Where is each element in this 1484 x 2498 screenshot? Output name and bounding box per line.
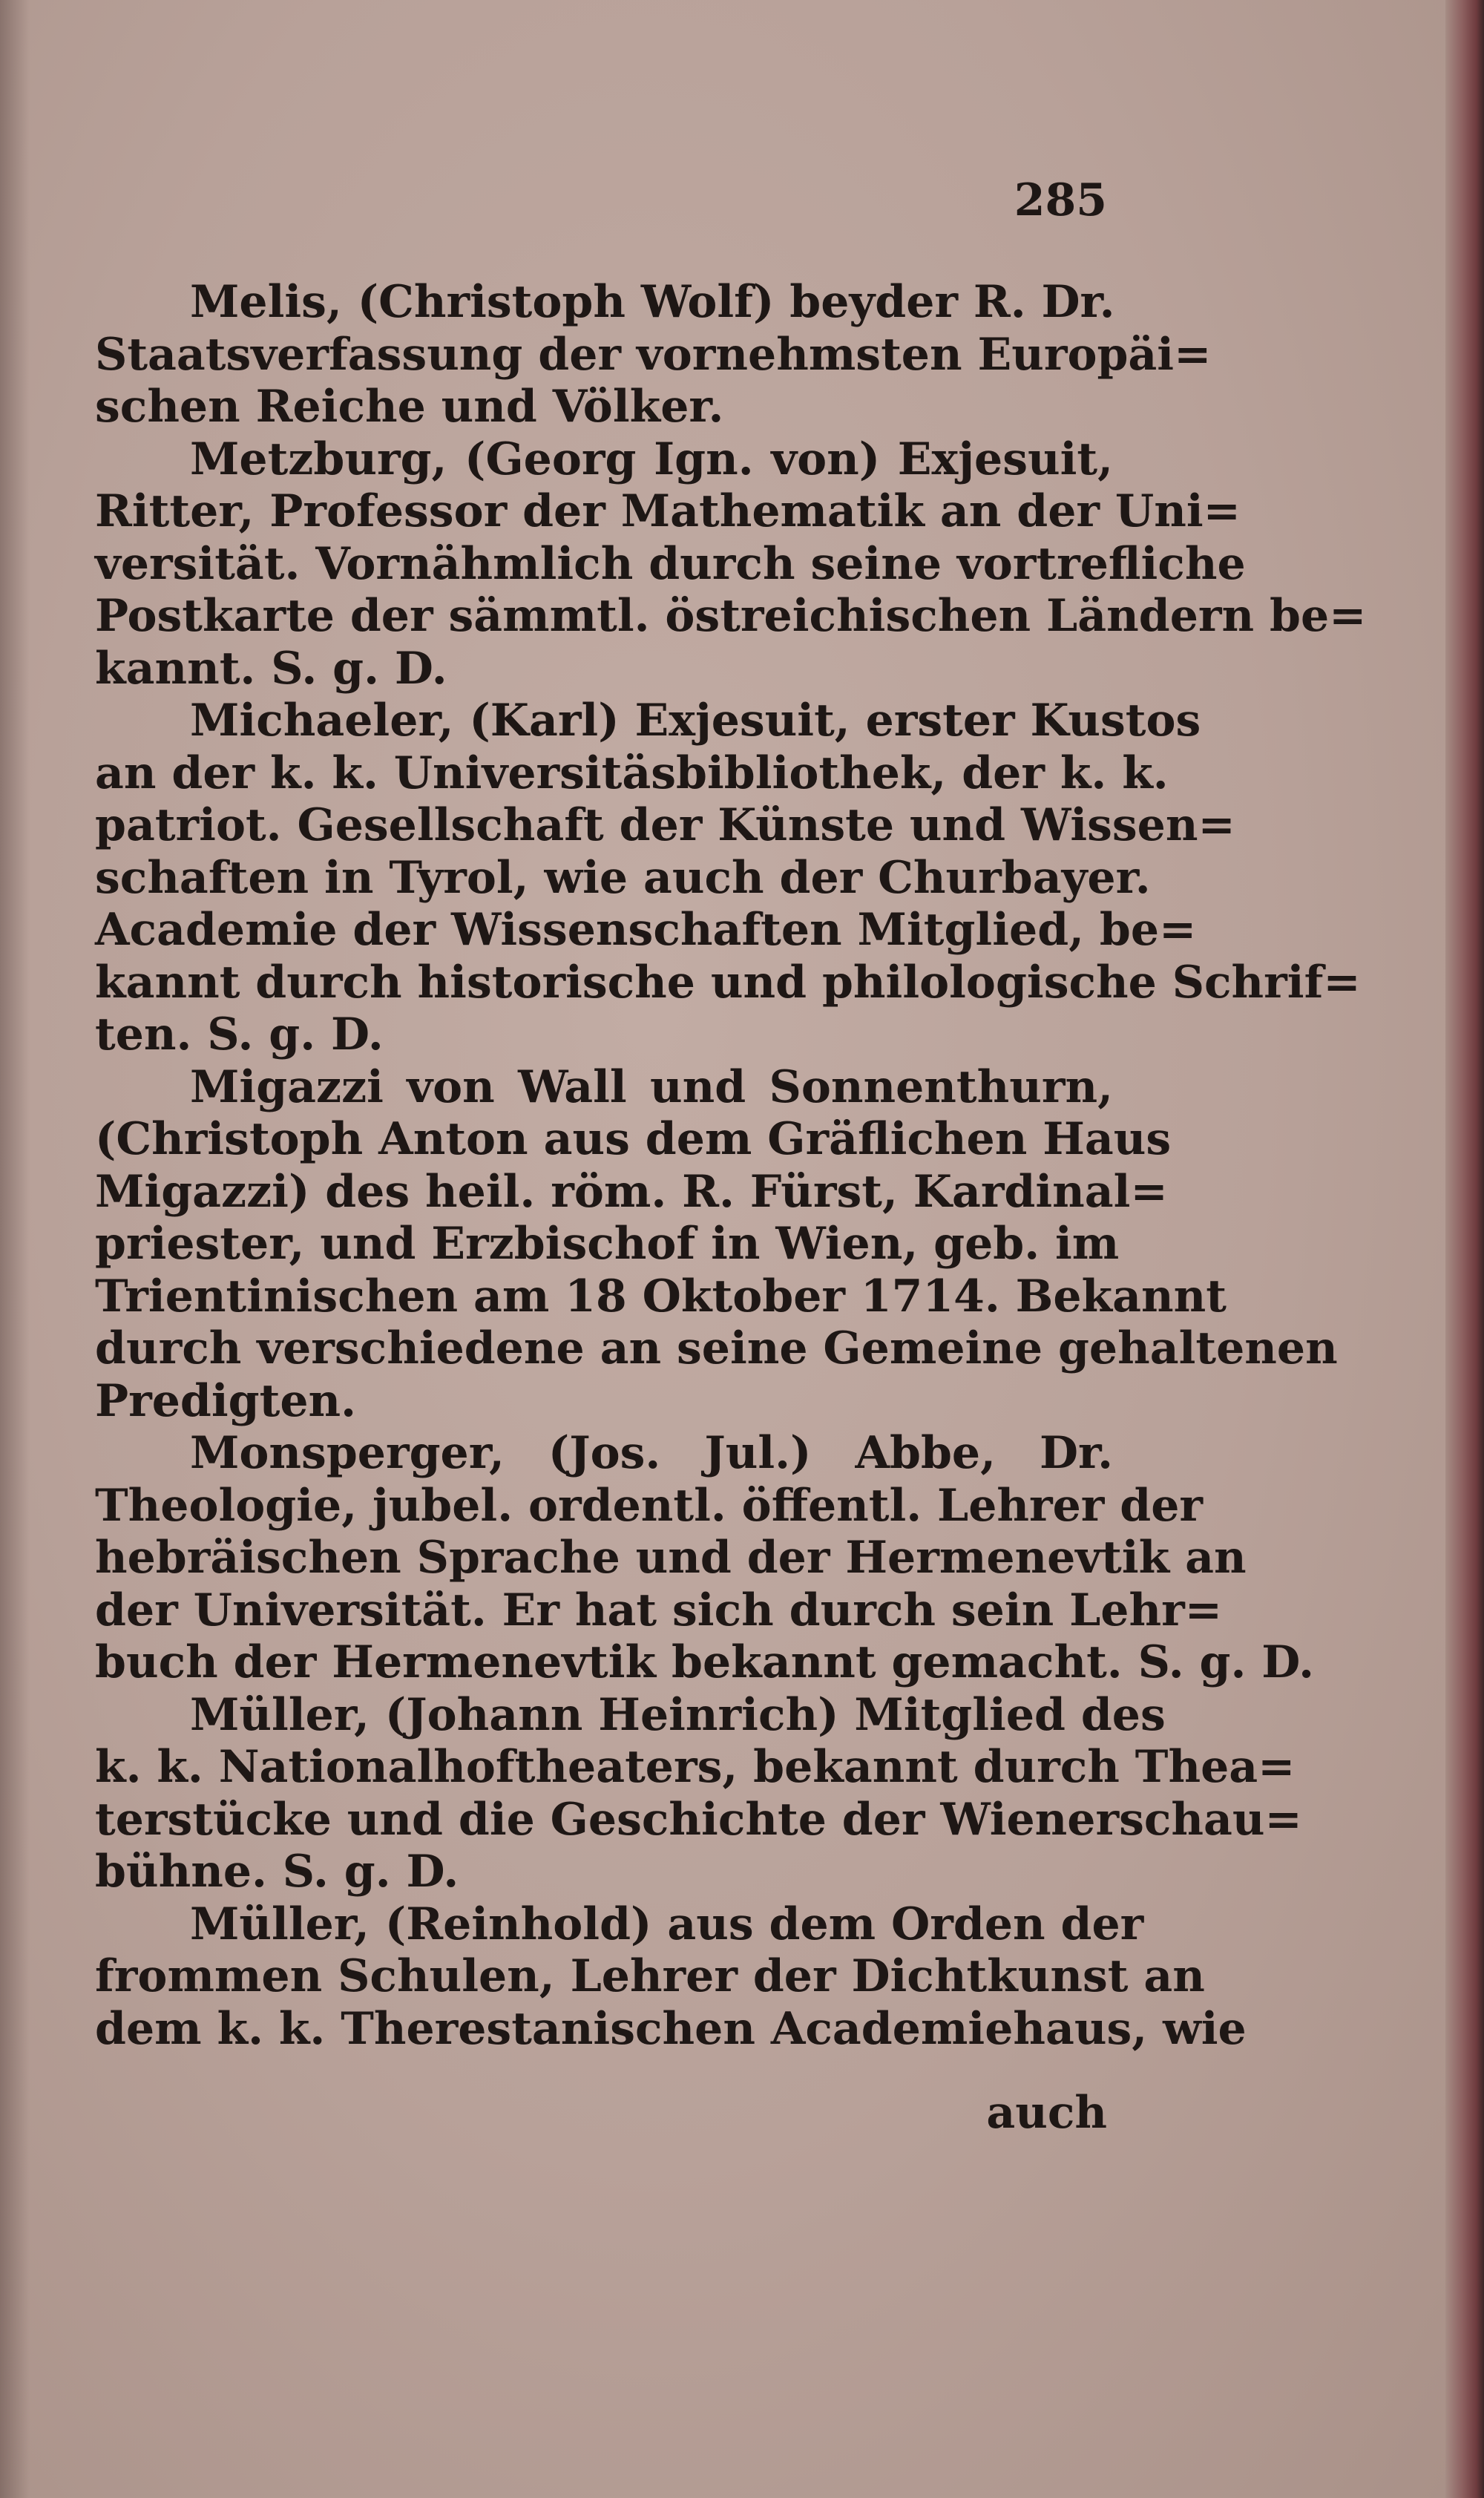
- text-line: Migazzi von Wall und Sonnenthurn,: [190, 1060, 1113, 1113]
- text-line: Academie der Wissenschaften Mitglied, be=: [95, 904, 1197, 956]
- entry-michaeler: [95, 695, 1361, 1061]
- text-line: Predigten.: [95, 1374, 357, 1427]
- text-line: buch der Hermenevtik bekannt gemacht. S. g. D.: [95, 1636, 1315, 1688]
- entry-monsperger: [95, 1427, 1315, 1689]
- entry-mueller-reinhold: [95, 1898, 1247, 2056]
- text-line: kannt. S. g. D.: [95, 642, 447, 695]
- text-line: Migazzi) des heil. röm. R. Fürst, Kardinal=: [95, 1165, 1168, 1218]
- text-line: (Christoph Anton aus dem Gräflichen Haus: [95, 1113, 1172, 1165]
- text-line: hebräischen Sprache und der Hermenevtik an: [95, 1532, 1247, 1584]
- text-line: Müller, (Johann Heinrich) Mitglied des: [190, 1688, 1166, 1741]
- text-body: [95, 276, 1367, 2055]
- page-edge: [1445, 0, 1484, 2498]
- text-line: Michaeler, (Karl) Exjesuit, erster Kustos: [190, 695, 1201, 747]
- text-line: Theologie, jubel. ordentl. öffentl. Lehrer der: [95, 1479, 1204, 1532]
- text-line: terstücke und die Geschichte der Wienerschau=: [95, 1793, 1302, 1846]
- text-line: schaften in Tyrol, wie auch der Churbayer.: [95, 851, 1151, 904]
- text-line: schen Reiche und Völker.: [95, 381, 724, 433]
- entry-metzburg: [95, 433, 1367, 695]
- gutter-shadow: [0, 0, 30, 2498]
- text-line: versität. Vornähmlich durch seine vortrefliche: [95, 537, 1246, 590]
- text-line: Postkarte der sämmtl. östreichischen Ländern be=: [95, 590, 1367, 642]
- text-line: ten. S. g. D.: [95, 1009, 384, 1060]
- entry-mueller-johann: [95, 1688, 1302, 1898]
- text-line: Ritter, Professor der Mathematik an der Uni=: [95, 485, 1241, 537]
- text-line: patriot. Gesellschaft der Künste und Wissen=: [95, 799, 1235, 851]
- page-number: 285: [1014, 174, 1107, 226]
- text-line: der Universität. Er hat sich durch sein Lehr=: [95, 1584, 1222, 1636]
- text-line: Müller, (Reinhold) aus dem Orden der: [190, 1898, 1144, 1950]
- text-line: Staatsverfassung der vornehmsten Europäi=: [95, 328, 1212, 381]
- text-line: frommen Schulen, Lehrer der Dichtkunst an: [95, 1950, 1205, 2002]
- text-line: durch verschiedene an seine Gemeine gehaltenen: [95, 1322, 1338, 1374]
- text-line: Melis, (Christoph Wolf) beyder R. Dr.: [190, 276, 1115, 328]
- text-line: k. k. Nationalhoftheaters, bekannt durch Thea=: [95, 1741, 1296, 1793]
- text-line: Metzburg, (Georg Ign. von) Exjesuit,: [190, 433, 1113, 485]
- text-line: priester, und Erzbischof in Wien, geb. im: [95, 1218, 1120, 1270]
- text-line: dem k. k. Therestanischen Academiehaus, wie: [95, 2002, 1247, 2055]
- text-line: Trientinischen am 18 Oktober 1714. Bekannt: [95, 1270, 1227, 1322]
- text-line: bühne. S. g. D.: [95, 1846, 459, 1898]
- text-line: kannt durch historische und philologische Schrif=: [95, 956, 1361, 1009]
- text-line: Monsperger, (Jos. Jul.) Abbe, Dr.: [190, 1427, 1113, 1479]
- catchword: auch: [986, 2087, 1107, 2139]
- text-line: an der k. k. Universitäsbibliothek, der k. k.: [95, 747, 1169, 799]
- entry-migazzi: [95, 1060, 1338, 1428]
- entry-melis: [95, 276, 1212, 433]
